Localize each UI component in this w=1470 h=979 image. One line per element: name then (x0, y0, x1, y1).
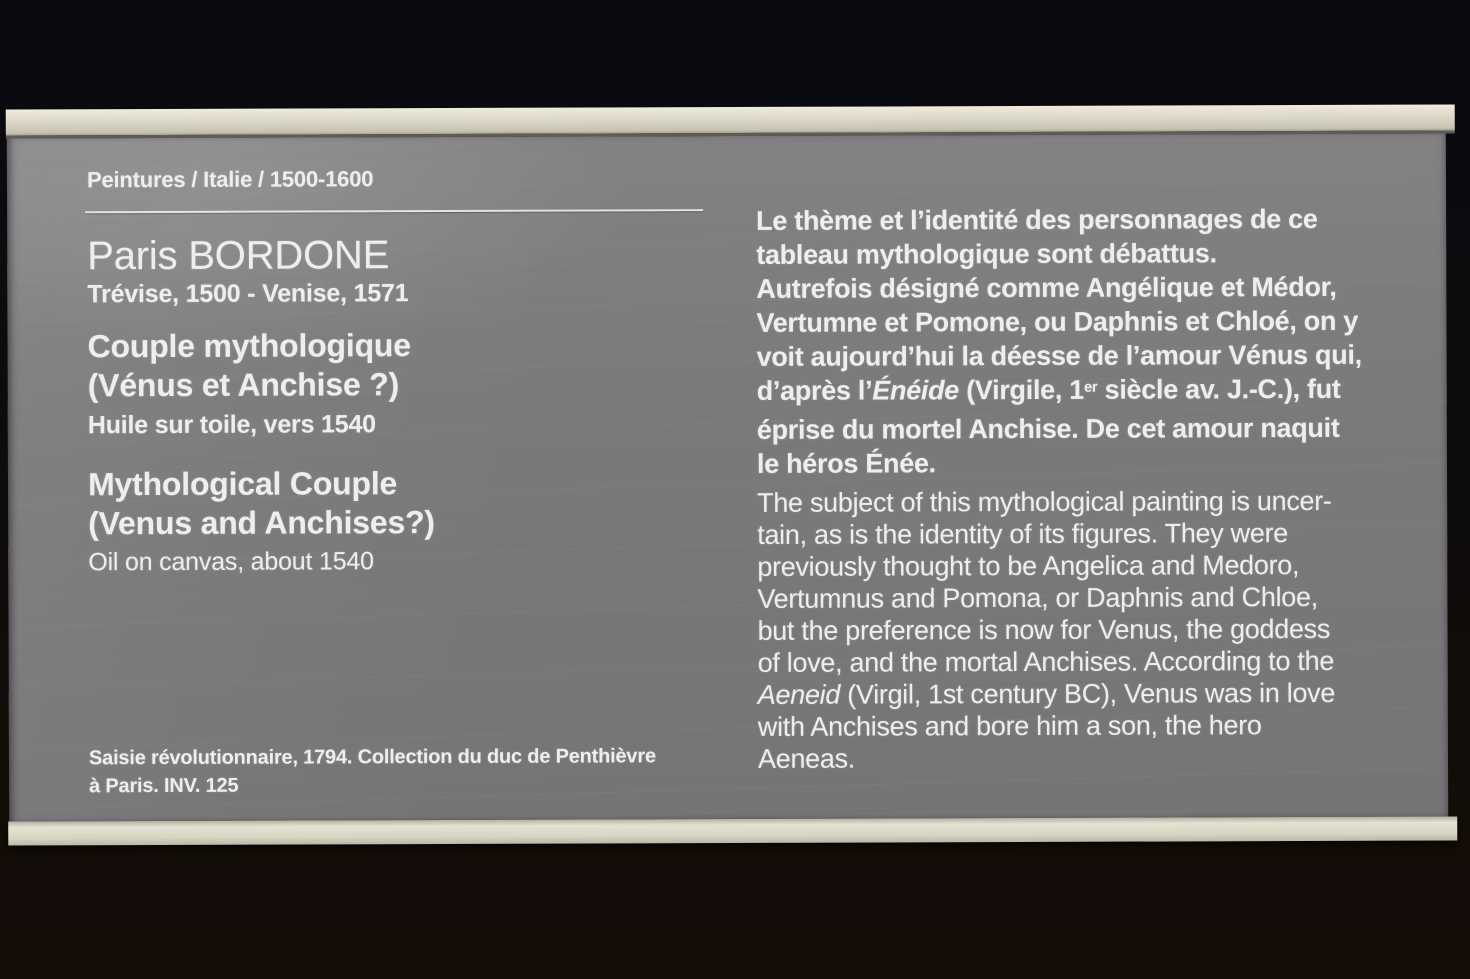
medium-french: Huile sur toile, vers 1540 (87, 410, 376, 440)
text-line: Autrefois désigné comme Angélique et Médor, (756, 271, 1337, 304)
medium-english: Oil on canvas, about 1540 (88, 547, 374, 577)
artist-dates: Trévise, 1500 - Venise, 1571 (87, 279, 409, 309)
text-line: Le thème et l’identité des personnages de ce (756, 203, 1318, 236)
text-line: Vertumnus and Pomona, or Daphnis and Chloe, (757, 581, 1318, 614)
description-french (756, 202, 1362, 481)
text-line: Aeneas. (757, 743, 856, 774)
text-segment: d’après l’ (756, 375, 873, 406)
text-line: éprise du mortel Anchise. De cet amour naquit (756, 412, 1340, 445)
book-title-italic: Énéide (872, 375, 960, 406)
label-bottom-rail (8, 816, 1457, 845)
text-line: Saisie révolutionnaire, 1794. Collection du duc de Penthièvre (88, 745, 656, 770)
text-segment: siècle av. J.-C.), fut (1097, 373, 1341, 405)
text-line: Couple mythologique (87, 327, 411, 365)
text-line (758, 677, 1335, 711)
text-line: (Venus and Anchises?) (88, 504, 435, 542)
book-title-italic: Aeneid (757, 679, 841, 710)
text-line: voit aujourd’hui la déesse de l’amour Vénus qui, (756, 339, 1362, 372)
text-line (757, 372, 1362, 413)
text-segment: (Virgile, 1 (958, 374, 1085, 406)
text-line: Vertumne et Pomone, ou Daphnis et Chloé, on y (756, 305, 1359, 338)
breadcrumb: Peintures / Italie / 1500-1600 (86, 166, 374, 193)
text-line: but the preference is now for Venus, the goddess (757, 613, 1331, 646)
text-line: le héros Énée. (756, 448, 936, 479)
text-line: previously thought to be Angelica and Medoro, (757, 550, 1300, 582)
text-line: tableau mythologique sont débattus. (756, 238, 1217, 270)
text-line: tain, as is the identity of its figures. They were (757, 518, 1289, 550)
text-line: of love, and the mortal Anchises. According to the (757, 645, 1335, 678)
text-line: (Vénus et Anchise ?) (87, 366, 400, 404)
museum-label-plaque (6, 104, 1458, 845)
text-line: with Anchises and bore him a son, the hero (757, 710, 1262, 742)
text-line: à Paris. INV. 125 (89, 774, 239, 798)
description-english (757, 485, 1335, 775)
work-title-english (88, 464, 435, 543)
ordinal-superscript: er (1083, 380, 1098, 397)
label-panel (7, 134, 1448, 822)
work-title-french (87, 326, 411, 405)
breadcrumb-divider-rule (85, 209, 703, 213)
provenance-note (89, 742, 656, 800)
text-line: Mythological Couple (87, 465, 398, 503)
artist-name: Paris BORDONE (87, 233, 390, 279)
text-line: The subject of this mythological painting is uncer- (757, 485, 1332, 518)
text-segment: (Virgil, 1st century BC), Venus was in love (839, 677, 1336, 710)
